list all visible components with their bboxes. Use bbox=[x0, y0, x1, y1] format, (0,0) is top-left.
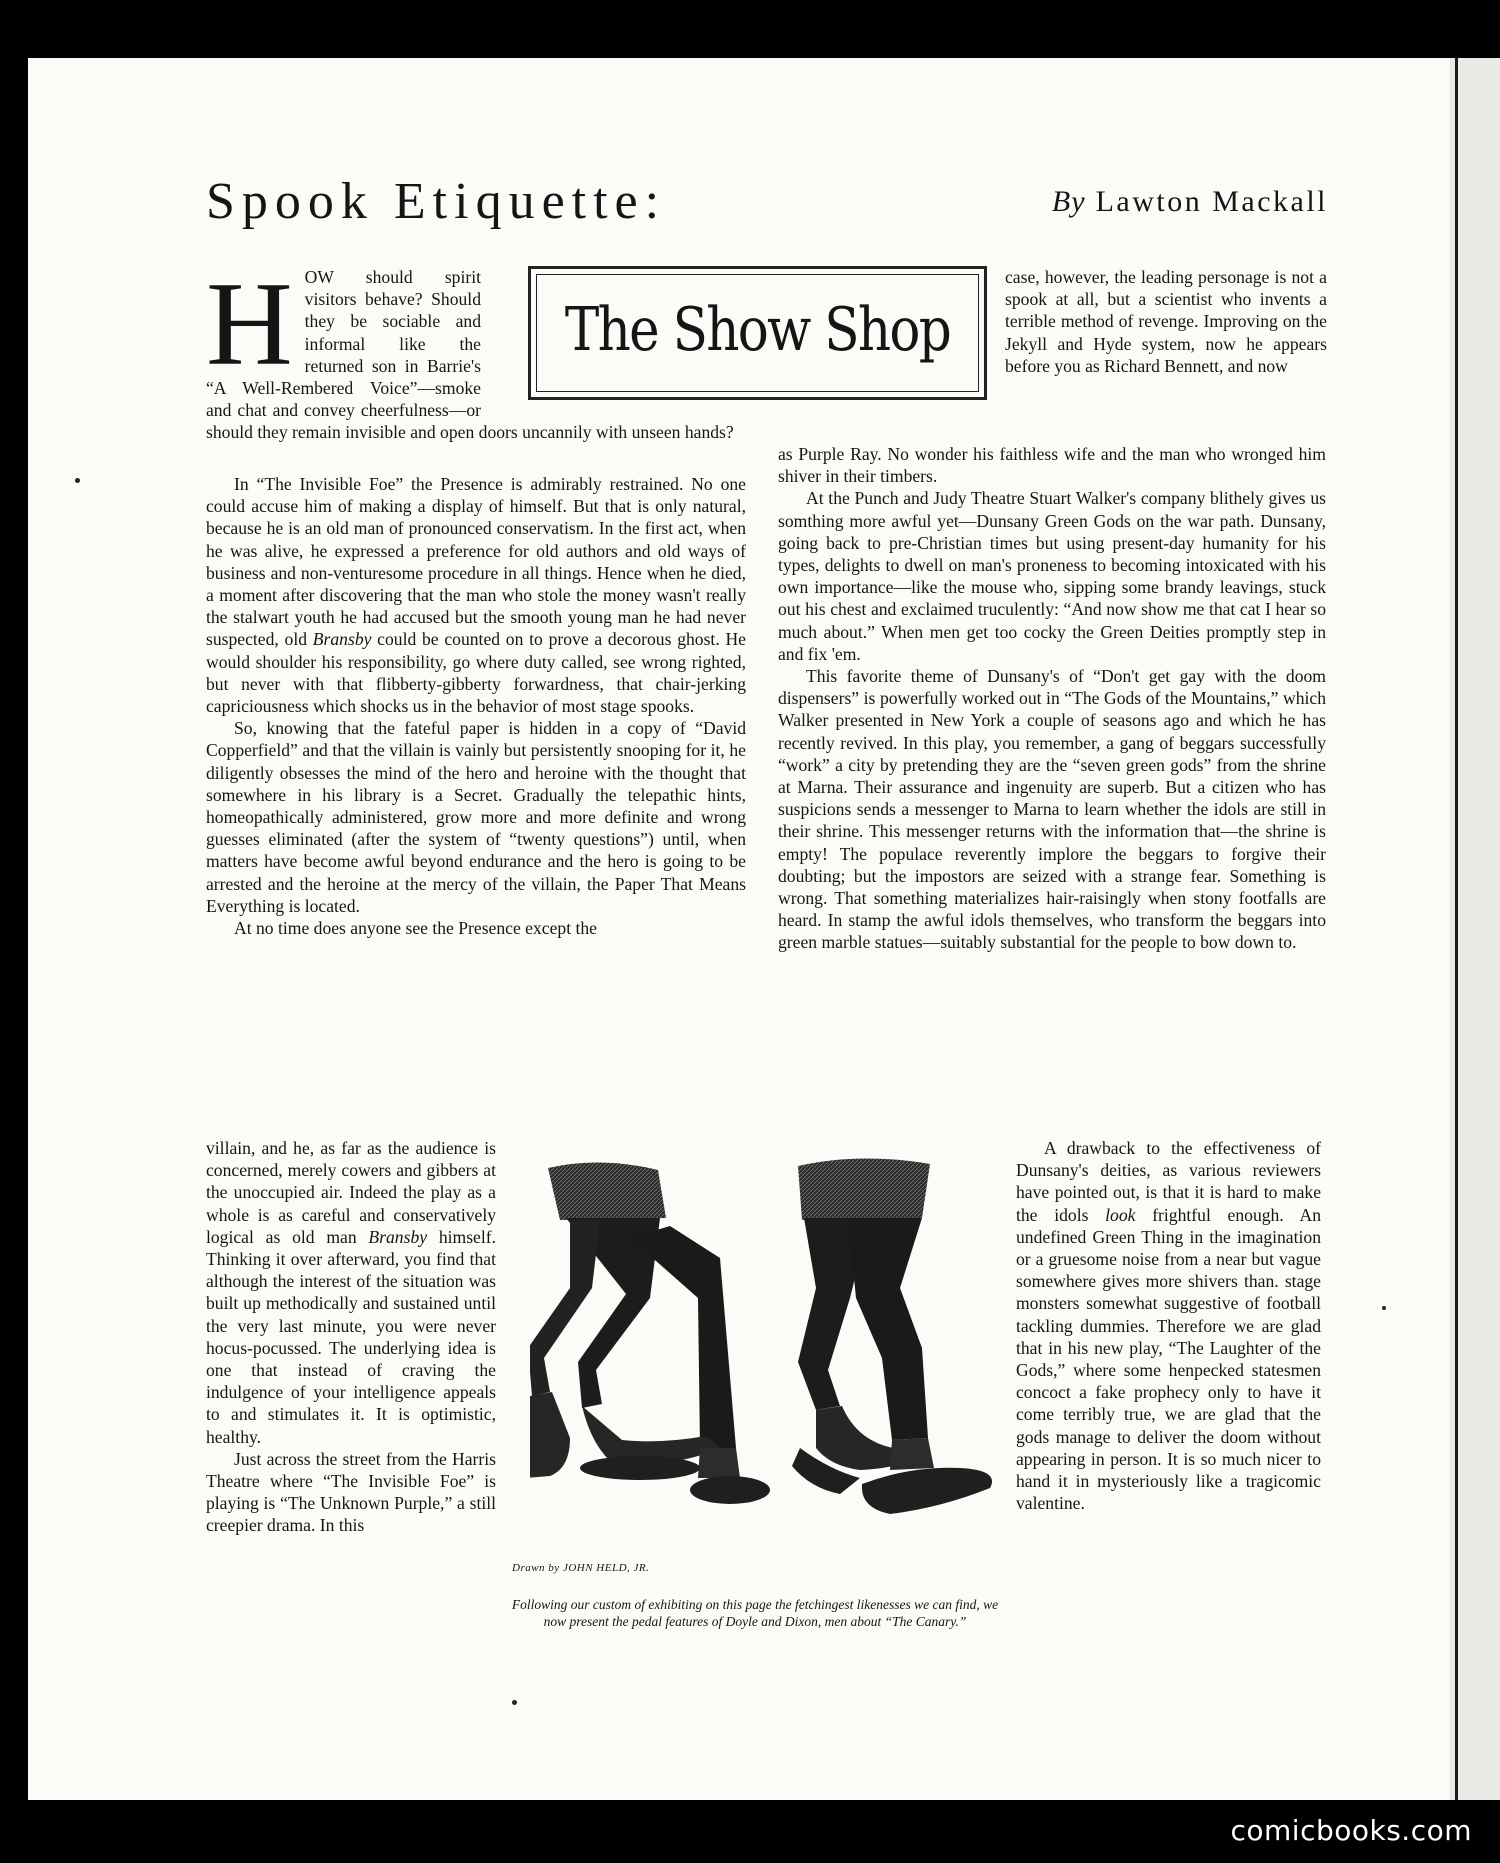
legs-illustration bbox=[530, 1148, 1020, 1568]
right-legs-figure bbox=[792, 1158, 992, 1514]
watermark: comicbooks.com bbox=[1230, 1814, 1472, 1847]
column-1-main bbox=[206, 473, 746, 939]
illustration-caption: Following our custom of exhibiting on this page the fetchingest likenesses we can find, we now present the pedal features of Doyle and Dixon, men about “The Canary.” bbox=[511, 1597, 999, 1629]
paragraph: Just across the street from the Harris Theatre where “The Invisible Foe” is playing is “The Unknown Purple,” a still creepier drama. In this bbox=[206, 1448, 496, 1536]
page-dot bbox=[512, 1700, 517, 1705]
department-title: The Show Shop bbox=[564, 295, 951, 365]
paragraph: villain, and he, as far as the audience is concerned, merely cowers and gibbers at the unoccupied air. Indeed the play as a whole is as careful and conservatively logical as old man Bransby himself. Thinking it over afterward, you find that although the interest of the situation was built up methodically and sustained until the very last minute, you were never hocus-pocussed. The underlying idea is one that instead of craving the indulgence of your intelligence appeals to and stimulates it. It is optimistic, healthy. bbox=[206, 1138, 496, 1447]
margin-mark bbox=[75, 478, 80, 483]
column-2-bottom bbox=[1016, 1137, 1321, 1514]
margin-mark bbox=[1382, 1306, 1386, 1310]
byline bbox=[1052, 185, 1328, 219]
column-1-bottom bbox=[206, 1137, 496, 1537]
paragraph: A drawback to the effectiveness of Dunsany's deities, as various reviewers have pointed out, is that it is hard to make the idols look frightful enough. An undefined Green Thing in the imagination or a gruesome noise from a near but vague somewhere gives more shivers than. stage monsters somewhat suggestive of football tackling dummies. Therefore we are glad that in his new play, “The Laughter of the Gods,” where some henpecked statesmen concoct a fake prophecy only to have it come terribly true, we are glad that the gods manage to deliver the doom without appearing in person. It is so much nicer to hand it in mysteriously like a tragicomic valentine. bbox=[1016, 1138, 1322, 1514]
column-1-top bbox=[206, 257, 746, 444]
paragraph: OW should spirit visitors behave? Should they be sociable and informal like the returned son in Barrie's “A Well-Rembered Voice”—smoke and chat and convey cheerfulness—or should they remain invisible and open doors uncannily with unseen hands? bbox=[206, 267, 734, 443]
author-name: Lawton Mackall bbox=[1095, 185, 1328, 218]
column-2-top bbox=[1005, 266, 1327, 377]
column-2-main bbox=[778, 443, 1326, 954]
paragraph: So, knowing that the fateful paper is hidden in a copy of “David Copperfield” and that the villain is vainly but persistently snooping for it, he diligently obsesses the mind of the hero and heroine with the thought that somewhere in his library is a Secret. Gradually the telepathic hints, homeopathically administered, grow more and more definite and wrong guesses eliminated (after the system of “twenty questions”) until, when matters have become awful beyond endurance and the hero is going to be arrested and the heroine at the mercy of the villain, the Paper That Means Everything is located. bbox=[206, 718, 746, 916]
next-page-edge bbox=[1450, 58, 1500, 1800]
paragraph: In “The Invisible Foe” the Presence is admirably restrained. No one could accuse him of making a display of himself. But that is only natural, because he is an old man of pronounced conservatism. In the first act, when he was alive, he expressed a preference for old authors and old ways of business and non-venturesome procedure in all things. Hence when he died, a moment after discovering that the man who stole the money wasn't really the stalwart youth he had accused but the smooth young man he had never suspected, old Bransby could be counted on to prove a decorous ghost. He would shoulder his responsibility, go where duty called, see wrong righted, but never with that flibberty-gibberty forwardness, that chair-jerking capriciousness which shocks us in the behavior of most stage spooks. bbox=[206, 474, 746, 717]
byline-prefix: By bbox=[1051, 185, 1086, 218]
drop-cap: H bbox=[206, 257, 293, 390]
paragraph: At the Punch and Judy Theatre Stuart Walker's company blithely gives us somthing more awful yet—Dunsany Green Gods on the war path. Dunsany, going back to pre-Christian times but using present-day humanity for his types, delights to dwell on man's proneness to becoming intoxicated with his own importance—like the mouse who, sipping some brandy leavings, stuck out his chest and exclaimed truculently: “And now show me that cat I hear so much about.” When men get too cocky the Green Deities promptly step in and fix 'em. bbox=[778, 488, 1326, 664]
paragraph: At no time does anyone see the Presence except the bbox=[234, 918, 597, 939]
illustration-credit: Drawn by JOHN HELD, JR. bbox=[512, 1562, 650, 1574]
paragraph: This favorite theme of Dunsany's of “Don't get gay with the doom dispensers” is powerfully worked out in “The Gods of the Mountains,” which Walker presented in New York a couple of seasons ago and which he has recently revived. In this play, you remember, a gang of beggars successfully “work” a city by pretending they are the “seven green gods” from the shrine at Marna. Their assurance and ingenuity are superb. But a citizen who has suspicions sends a messenger to Marna to learn whether the idols are still in their shrine. This messenger returns with the information that—the shrine is empty! The populace reverently implore the beggars to forgive their doubting; but the impostors are seized with a strange fear. Something is wrong. That something materializes hair-raisingly when stony footfalls are heard. In stamp the awful idols themselves, who transform the beggars into green marble statues—suitably substantial for the people to bow down to. bbox=[778, 666, 1326, 953]
paragraph: case, however, the leading personage is not a spook at all, but a scientist who invents a terrible method of revenge. Improving on the Jekyll and Hyde system, now he appears before you as Richard Bennett, and now bbox=[1005, 267, 1327, 376]
paragraph: as Purple Ray. No wonder his faithless wife and the man who wronged him shiver in their timbers. bbox=[778, 444, 1326, 487]
article-title: Spook Etiquette: bbox=[206, 173, 667, 230]
left-legs-figure bbox=[530, 1162, 770, 1504]
